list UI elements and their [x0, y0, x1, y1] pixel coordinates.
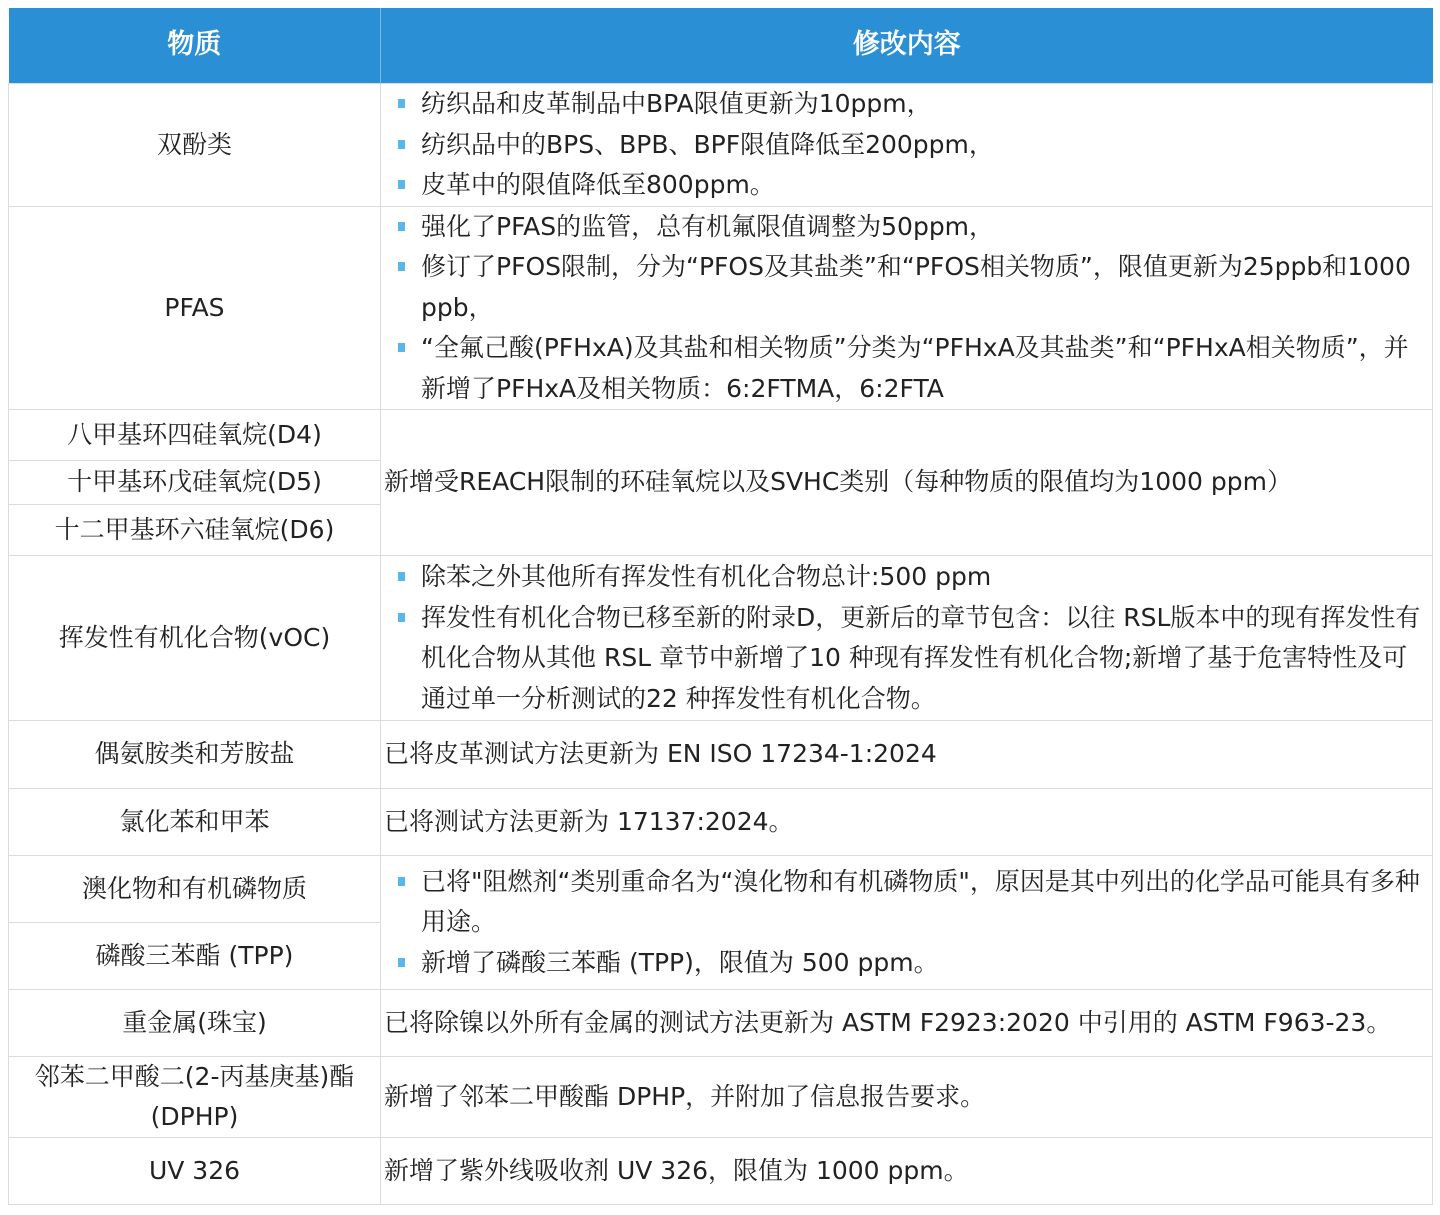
bullet-list [384, 862, 1426, 984]
table-header-row [9, 8, 1433, 84]
substance-cell: PFAS [9, 206, 381, 410]
bullet-icon [398, 343, 405, 352]
list-item: 挥发性有机化合物已移至新的附录D，更新后的章节包含：以往 RSL版本中的现有挥发性有机化合物从其他 RSL 章节中新增了10 种现有挥发性有机化合物;新增了基于危害特性及可通过单一分析测试的22 种挥发性有机化合物。 [384, 598, 1426, 720]
bullet-icon [398, 99, 405, 108]
content-cell: 新增受REACH限制的环硅氧烷以及SVHC类别（每种物质的限值均为1000 ppm） [381, 410, 1433, 556]
content-cell: 已将除镍以外所有金属的测试方法更新为 ASTM F2923:2020 中引用的 ASTM F963-23。 [381, 990, 1433, 1057]
table-row [9, 410, 1433, 461]
list-item: 强化了PFAS的监管，总有机氟限值调整为50ppm， [384, 207, 1426, 248]
substance-cell: UV 326 [9, 1138, 381, 1205]
substance-cell: 磷酸三苯酯 (TPP) [9, 923, 381, 990]
bullet-icon [398, 877, 405, 886]
bullet-icon [398, 222, 405, 231]
content-cell: 已将皮革测试方法更新为 EN ISO 17234-1:2024 [381, 721, 1433, 789]
table-row [9, 1057, 1433, 1138]
substance-cell: 八甲基环四硅氧烷(D4) [9, 410, 381, 461]
bullet-icon [398, 140, 405, 149]
substance-cell: 氯化苯和甲苯 [9, 789, 381, 856]
substance-cell: 十二甲基环六硅氧烷(D6) [9, 505, 381, 556]
substance-cell: 偶氨胺类和芳胺盐 [9, 721, 381, 789]
bullet-list [384, 557, 1426, 719]
table-row [9, 1138, 1433, 1205]
table-row [9, 789, 1433, 856]
substance-cell: 双酚类 [9, 84, 381, 207]
list-item: 纺织品中的BPS、BPB、BPF限值降低至200ppm， [384, 125, 1426, 166]
content-cell: 新增了紫外线吸收剂 UV 326，限值为 1000 ppm。 [381, 1138, 1433, 1205]
bullet-icon [398, 958, 405, 967]
list-item: 新增了磷酸三苯酯 (TPP)，限值为 500 ppm。 [384, 943, 1426, 984]
rsl-changes-table [8, 8, 1433, 1205]
bullet-icon [398, 613, 405, 622]
table-row [9, 721, 1433, 789]
table-row [9, 556, 1433, 721]
content-cell [381, 206, 1433, 410]
table-row [9, 856, 1433, 923]
substance-cell: 挥发性有机化合物(vOC) [9, 556, 381, 721]
content-cell [381, 856, 1433, 990]
table-row [9, 84, 1433, 207]
header-changes: 修改内容 [381, 8, 1433, 84]
list-item: 除苯之外其他所有挥发性有机化合物总计:500 ppm [384, 557, 1426, 598]
list-item: 已将"阻燃剂“类别重命名为“溴化物和有机磷物质"，原因是其中列出的化学品可能具有多种用途。 [384, 862, 1426, 943]
list-item: 皮革中的限值降低至800ppm。 [384, 165, 1426, 206]
content-cell: 新增了邻苯二甲酸酯 DPHP，并附加了信息报告要求。 [381, 1057, 1433, 1138]
bullet-icon [398, 180, 405, 189]
substance-cell: 重金属(珠宝) [9, 990, 381, 1057]
bullet-list [384, 84, 1426, 206]
table-row [9, 990, 1433, 1057]
table-row [9, 206, 1433, 410]
list-item: 纺织品和皮革制品中BPA限值更新为10ppm， [384, 84, 1426, 125]
content-cell [381, 556, 1433, 721]
bullet-icon [398, 262, 405, 271]
substance-cell: 邻苯二甲酸二(2-丙基庚基)酯(DPHP) [9, 1057, 381, 1138]
content-cell [381, 84, 1433, 207]
substance-cell: 澳化物和有机磷物质 [9, 856, 381, 923]
list-item: “全氟己酸(PFHxA)及其盐和相关物质”分类为“PFHxA及其盐类”和“PFHxA相关物质”，并新增了PFHxA及相关物质：6:2FTMA，6:2FTA [384, 328, 1426, 409]
header-substance: 物质 [9, 8, 381, 84]
content-cell: 已将测试方法更新为 17137:2024。 [381, 789, 1433, 856]
substance-cell: 十甲基环戊硅氧烷(D5) [9, 461, 381, 505]
bullet-list [384, 207, 1426, 410]
list-item: 修订了PFOS限制，分为“PFOS及其盐类”和“PFOS相关物质”，限值更新为25ppb和1000ppb， [384, 247, 1426, 328]
bullet-icon [398, 572, 405, 581]
